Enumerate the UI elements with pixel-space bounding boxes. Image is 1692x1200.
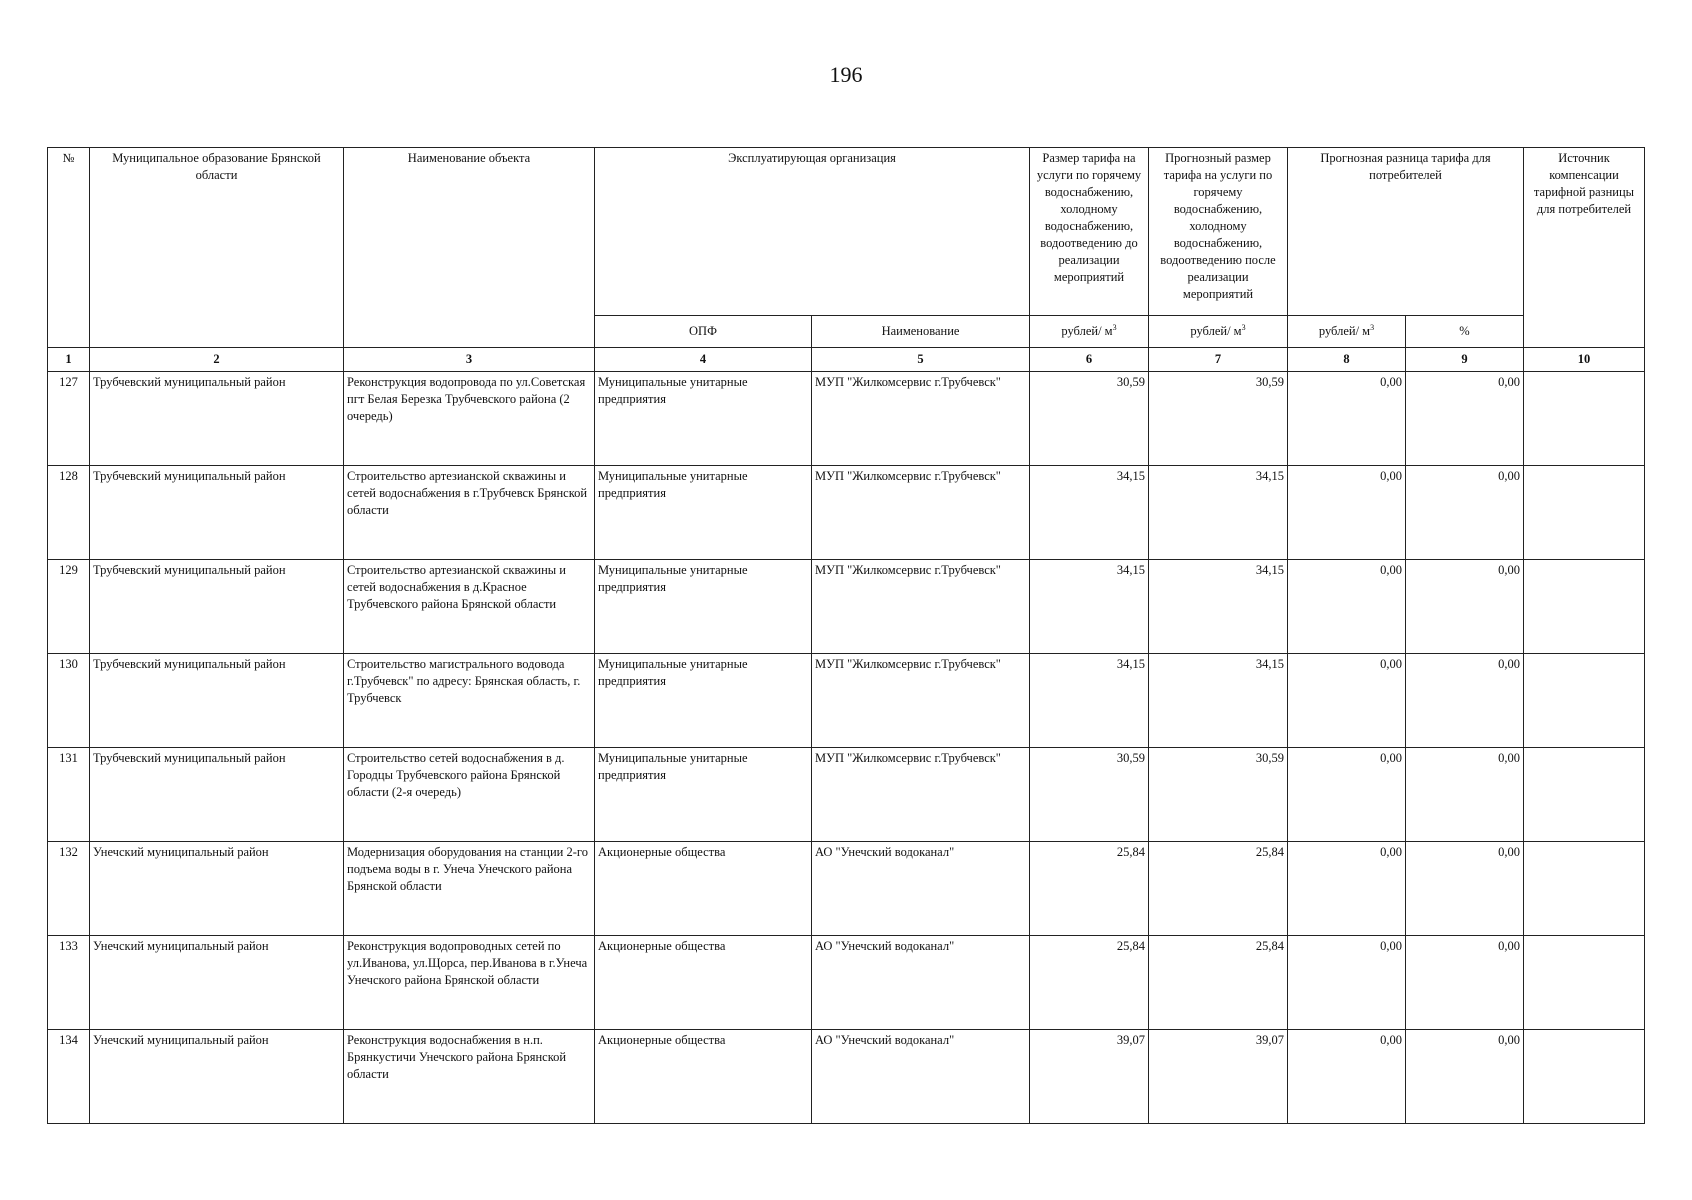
unit-tariff-after <box>1149 316 1288 348</box>
cell-no: 131 <box>48 748 90 842</box>
cell-diff-rub: 0,00 <box>1288 842 1406 936</box>
table-row <box>48 748 1645 842</box>
cell-opf: Муниципальные унитарные предприятия <box>595 748 812 842</box>
cell-tariff-before: 39,07 <box>1030 1030 1149 1124</box>
cell-source <box>1524 466 1645 560</box>
cell-object: Строительство сетей водоснабжения в д. Городцы Трубчевского района Брянской области (2-я очередь) <box>344 748 595 842</box>
header-org-name: Наименование <box>812 316 1030 348</box>
cell-tariff-before: 30,59 <box>1030 372 1149 466</box>
unit-superscript: 3 <box>1370 322 1375 332</box>
cell-tariff-before: 25,84 <box>1030 842 1149 936</box>
column-number: 3 <box>344 348 595 372</box>
cell-municipality: Трубчевский муниципальный район <box>90 748 344 842</box>
cell-org-name: МУП "Жилкомсервис г.Трубчевск" <box>812 560 1030 654</box>
cell-municipality: Трубчевский муниципальный район <box>90 372 344 466</box>
cell-object: Реконструкция водопровода по ул.Советская пгт Белая Березка Трубчевского района (2 очередь) <box>344 372 595 466</box>
table-row <box>48 842 1645 936</box>
cell-tariff-after: 39,07 <box>1149 1030 1288 1124</box>
cell-opf: Акционерные общества <box>595 1030 812 1124</box>
cell-diff-rub: 0,00 <box>1288 1030 1406 1124</box>
cell-diff-percent: 0,00 <box>1406 560 1524 654</box>
cell-municipality: Унечский муниципальный район <box>90 1030 344 1124</box>
cell-municipality: Трубчевский муниципальный район <box>90 560 344 654</box>
column-number: 2 <box>90 348 344 372</box>
cell-object: Строительство артезианской скважины и сетей водоснабжения в г.Трубчевск Брянской области <box>344 466 595 560</box>
cell-source <box>1524 654 1645 748</box>
table-row <box>48 1030 1645 1124</box>
cell-tariff-before: 25,84 <box>1030 936 1149 1030</box>
page-number: 196 <box>829 62 863 87</box>
cell-no: 133 <box>48 936 90 1030</box>
cell-tariff-before: 34,15 <box>1030 560 1149 654</box>
header-source: Источник компенсации тарифной разницы для потребителей <box>1524 148 1645 348</box>
table-row <box>48 466 1645 560</box>
cell-org-name: МУП "Жилкомсервис г.Трубчевск" <box>812 466 1030 560</box>
cell-source <box>1524 842 1645 936</box>
header-tariff-before: Размер тарифа на услуги по горячему водоснабжению, холодному водоснабжению, водоотведению до реализации мероприятий <box>1030 148 1149 316</box>
cell-diff-rub: 0,00 <box>1288 936 1406 1030</box>
cell-tariff-after: 34,15 <box>1149 654 1288 748</box>
cell-diff-rub: 0,00 <box>1288 372 1406 466</box>
cell-municipality: Трубчевский муниципальный район <box>90 654 344 748</box>
cell-no: 128 <box>48 466 90 560</box>
column-number: 10 <box>1524 348 1645 372</box>
cell-opf: Муниципальные унитарные предприятия <box>595 466 812 560</box>
table-row <box>48 560 1645 654</box>
cell-opf: Акционерные общества <box>595 842 812 936</box>
cell-tariff-after: 30,59 <box>1149 372 1288 466</box>
cell-no: 132 <box>48 842 90 936</box>
cell-diff-percent: 0,00 <box>1406 372 1524 466</box>
cell-object: Строительство артезианской скважины и сетей водоснабжения в д.Красное Трубчевского района Брянской области <box>344 560 595 654</box>
cell-opf: Муниципальные унитарные предприятия <box>595 654 812 748</box>
unit-label: рублей/ м <box>1318 324 1371 338</box>
column-number: 5 <box>812 348 1030 372</box>
cell-municipality: Унечский муниципальный район <box>90 936 344 1030</box>
unit-diff-rub <box>1288 316 1406 348</box>
cell-org-name: АО "Унечский водоканал" <box>812 936 1030 1030</box>
cell-diff-percent: 0,00 <box>1406 936 1524 1030</box>
cell-source <box>1524 936 1645 1030</box>
column-number: 4 <box>595 348 812 372</box>
cell-diff-rub: 0,00 <box>1288 654 1406 748</box>
cell-object: Модернизация оборудования на станции 2-го подъема воды в г. Унеча Унечского района Брянской области <box>344 842 595 936</box>
cell-no: 129 <box>48 560 90 654</box>
cell-no: 134 <box>48 1030 90 1124</box>
cell-tariff-before: 30,59 <box>1030 748 1149 842</box>
table-header <box>48 148 1645 348</box>
cell-tariff-after: 25,84 <box>1149 936 1288 1030</box>
unit-superscript: 3 <box>1241 322 1246 332</box>
cell-diff-rub: 0,00 <box>1288 466 1406 560</box>
cell-diff-percent: 0,00 <box>1406 1030 1524 1124</box>
column-number-row <box>48 348 1645 372</box>
header-tariff-after: Прогнозный размер тарифа на услуги по горячему водоснабжению, холодному водоснабжению, водоотведению после реализации мероприятий <box>1149 148 1288 316</box>
cell-source <box>1524 372 1645 466</box>
cell-object: Реконструкция водопроводных сетей по ул.Иванова, ул.Щорса, пер.Иванова в г.Унеча Унечского района Брянской области <box>344 936 595 1030</box>
cell-source <box>1524 748 1645 842</box>
header-municipality: Муниципальное образование Брянской области <box>90 148 344 348</box>
cell-tariff-before: 34,15 <box>1030 466 1149 560</box>
cell-org-name: МУП "Жилкомсервис г.Трубчевск" <box>812 748 1030 842</box>
unit-diff-percent: % <box>1406 316 1524 348</box>
unit-tariff-before <box>1030 316 1149 348</box>
cell-source <box>1524 1030 1645 1124</box>
unit-label: рублей/ м <box>1190 324 1242 338</box>
cell-diff-percent: 0,00 <box>1406 748 1524 842</box>
cell-municipality: Трубчевский муниципальный район <box>90 466 344 560</box>
cell-org-name: АО "Унечский водоканал" <box>812 842 1030 936</box>
tariff-table <box>47 147 1645 1124</box>
cell-opf: Муниципальные унитарные предприятия <box>595 560 812 654</box>
table-row <box>48 654 1645 748</box>
header-object: Наименование объекта <box>344 148 595 348</box>
cell-org-name: МУП "Жилкомсервис г.Трубчевск" <box>812 654 1030 748</box>
cell-object: Реконструкция водоснабжения в н.п. Брянкустичи Унечского района Брянской области <box>344 1030 595 1124</box>
cell-tariff-after: 25,84 <box>1149 842 1288 936</box>
cell-org-name: МУП "Жилкомсервис г.Трубчевск" <box>812 372 1030 466</box>
cell-diff-rub: 0,00 <box>1288 560 1406 654</box>
cell-diff-percent: 0,00 <box>1406 842 1524 936</box>
unit-superscript: 3 <box>1112 322 1117 332</box>
column-number: 9 <box>1406 348 1524 372</box>
header-org-opf: ОПФ <box>595 316 812 348</box>
table-row <box>48 372 1645 466</box>
cell-org-name: АО "Унечский водоканал" <box>812 1030 1030 1124</box>
header-no: № <box>48 148 90 348</box>
cell-no: 130 <box>48 654 90 748</box>
table-body <box>48 348 1645 1124</box>
cell-object: Строительство магистрального водовода г.Трубчевск" по адресу: Брянская область, г. Трубчевск <box>344 654 595 748</box>
column-number: 1 <box>48 348 90 372</box>
column-number: 8 <box>1288 348 1406 372</box>
header-diff: Прогнозная разница тарифа для потребителей <box>1288 148 1524 316</box>
cell-tariff-after: 34,15 <box>1149 560 1288 654</box>
cell-tariff-after: 34,15 <box>1149 466 1288 560</box>
unit-label: рублей/ м <box>1061 324 1113 338</box>
header-org: Эксплуатирующая организация <box>595 148 1030 316</box>
cell-diff-percent: 0,00 <box>1406 466 1524 560</box>
cell-diff-percent: 0,00 <box>1406 654 1524 748</box>
cell-opf: Муниципальные унитарные предприятия <box>595 372 812 466</box>
cell-municipality: Унечский муниципальный район <box>90 842 344 936</box>
cell-diff-rub: 0,00 <box>1288 748 1406 842</box>
cell-tariff-before: 34,15 <box>1030 654 1149 748</box>
table-row <box>48 936 1645 1030</box>
cell-no: 127 <box>48 372 90 466</box>
column-number: 7 <box>1149 348 1288 372</box>
cell-opf: Акционерные общества <box>595 936 812 1030</box>
column-number: 6 <box>1030 348 1149 372</box>
cell-source <box>1524 560 1645 654</box>
cell-tariff-after: 30,59 <box>1149 748 1288 842</box>
